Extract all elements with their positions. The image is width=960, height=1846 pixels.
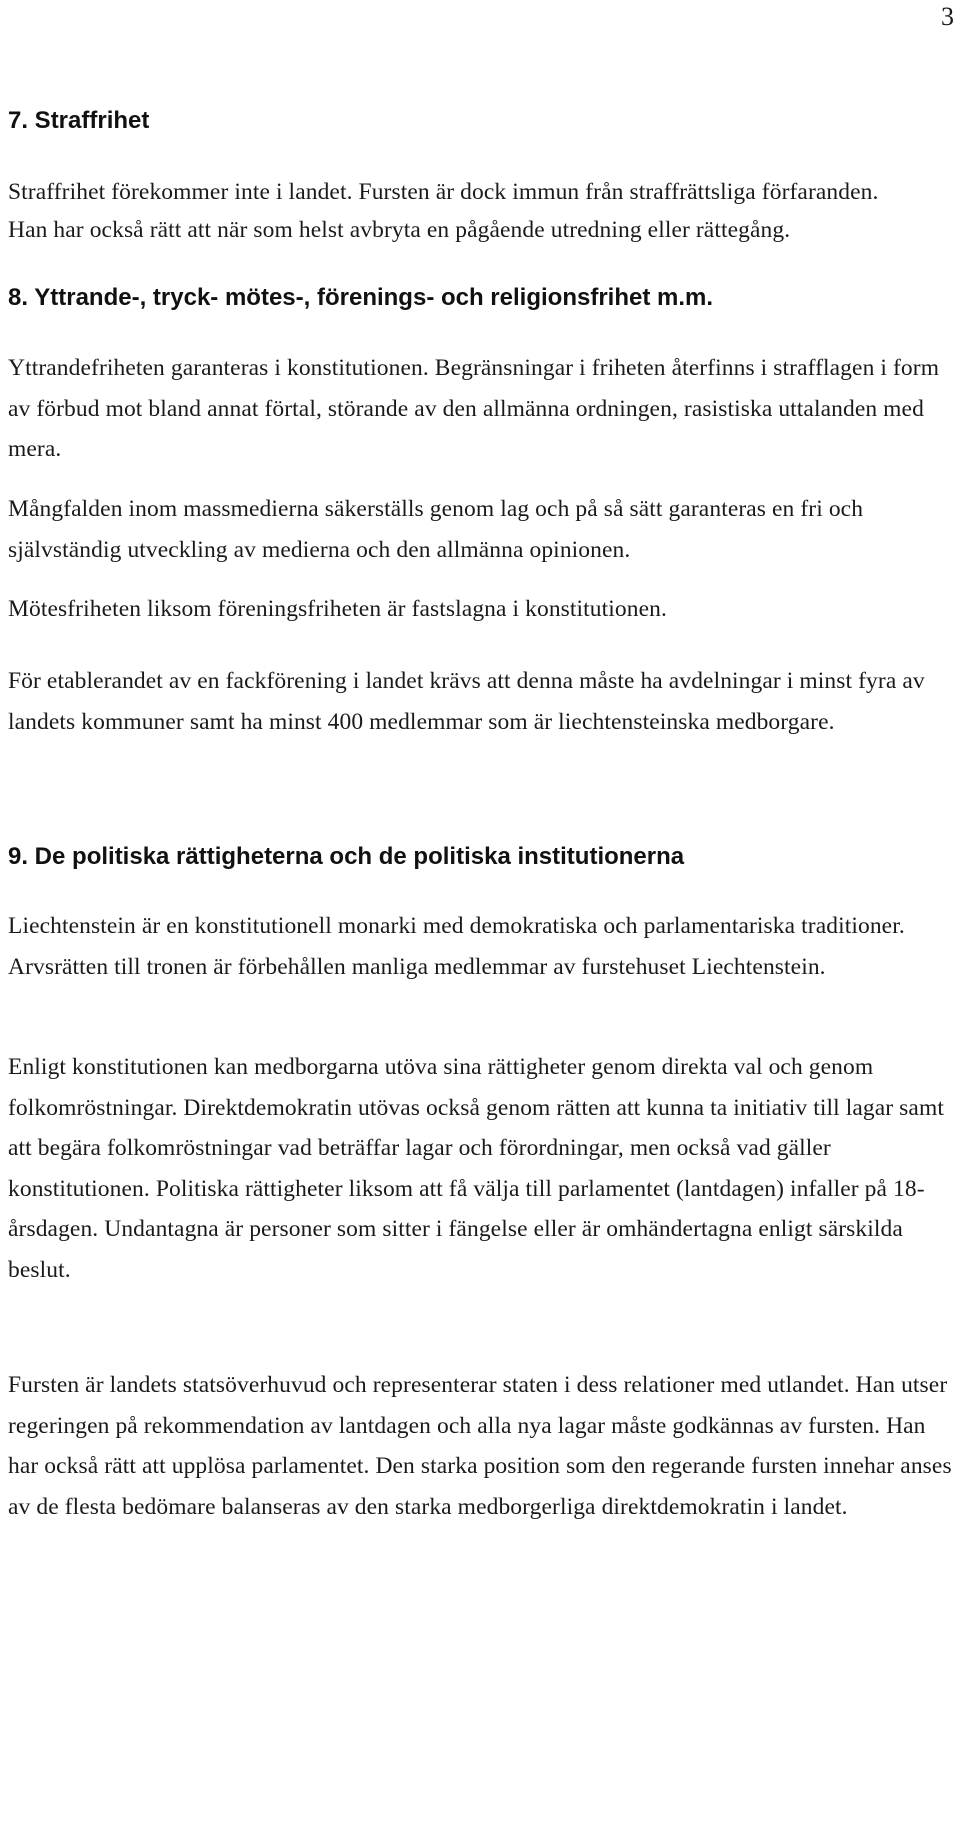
section-8-paragraph-3: Mötesfriheten liksom föreningsfriheten är fastslagna i konstitutionen. (8, 596, 667, 622)
section-8-paragraph-4: För etablerandet av en fackförening i landet krävs att denna måste ha avdelningar i minst fyra av landets kommuner samt ha minst 400 medlemmar som är liechtensteinska medborgare. (8, 668, 925, 735)
page-number: 3 (941, 2, 954, 31)
section-8-paragraph-2: Mångfalden inom massmedierna säkerställs genom lag och på så sätt garanteras en fri och självständig utveckling av medierna och den allmänna opinionen. (8, 496, 864, 563)
section-8-paragraph-1: Yttrandefriheten garanteras i konstitutionen. Begränsningar i friheten återfinns i strafflagen i form av förbud mot bland annat förtal, störande av den allmänna ordningen, rasistiska uttalanden med mera. (8, 355, 940, 462)
section-7-heading: 7. Straffrihet (8, 107, 150, 134)
section-7-paragraph-1: Straffrihet förekommer inte i landet. Fursten är dock immun från straffrättsliga förfaranden. Han har också rätt att när som helst avbryta en pågående utredning eller rättegång. (8, 179, 879, 243)
section-9-paragraph-1: Liechtenstein är en konstitutionell monarki med demokratiska och parlamentariska traditioner. Arvsrätten till tronen är förbehållen manliga medlemmar av furstehuset Liechtenstein. (8, 913, 905, 980)
section-8-heading: 8. Yttrande-, tryck- mötes-, förenings- och religionsfrihet m.m. (8, 284, 714, 311)
section-9-paragraph-3: Fursten är landets statsöverhuvud och representerar staten i dess relationer med utlandet. Han utser regeringen på rekommendation av lantdagen och alla nya lagar måste godkännas av fursten. Han har också rätt att upplösa parlamentet. Den starka position som den regerande fursten innehar anses av de flesta bedömare balanseras av den starka medborgerliga direktdemokratin i landet. (8, 1372, 952, 1520)
section-9-paragraph-2: Enligt konstitutionen kan medborgarna utöva sina rättigheter genom direkta val och genom folkomröstningar. Direktdemokratin utövas också genom rätten att kunna ta initiativ till lagar samt att begära folkomröstningar vad beträffar lagar och förordningar, men också vad gäller konstitutionen. Politiska rättigheter liksom att få välja till parlamentet (lantdagen) infaller på 18-årsdagen. Undantagna är personer som sitter i fängelse eller är omhändertagna enligt särskilda beslut. (8, 1054, 944, 1283)
section-9-heading: 9. De politiska rättigheterna och de politiska institutionerna (8, 843, 685, 870)
